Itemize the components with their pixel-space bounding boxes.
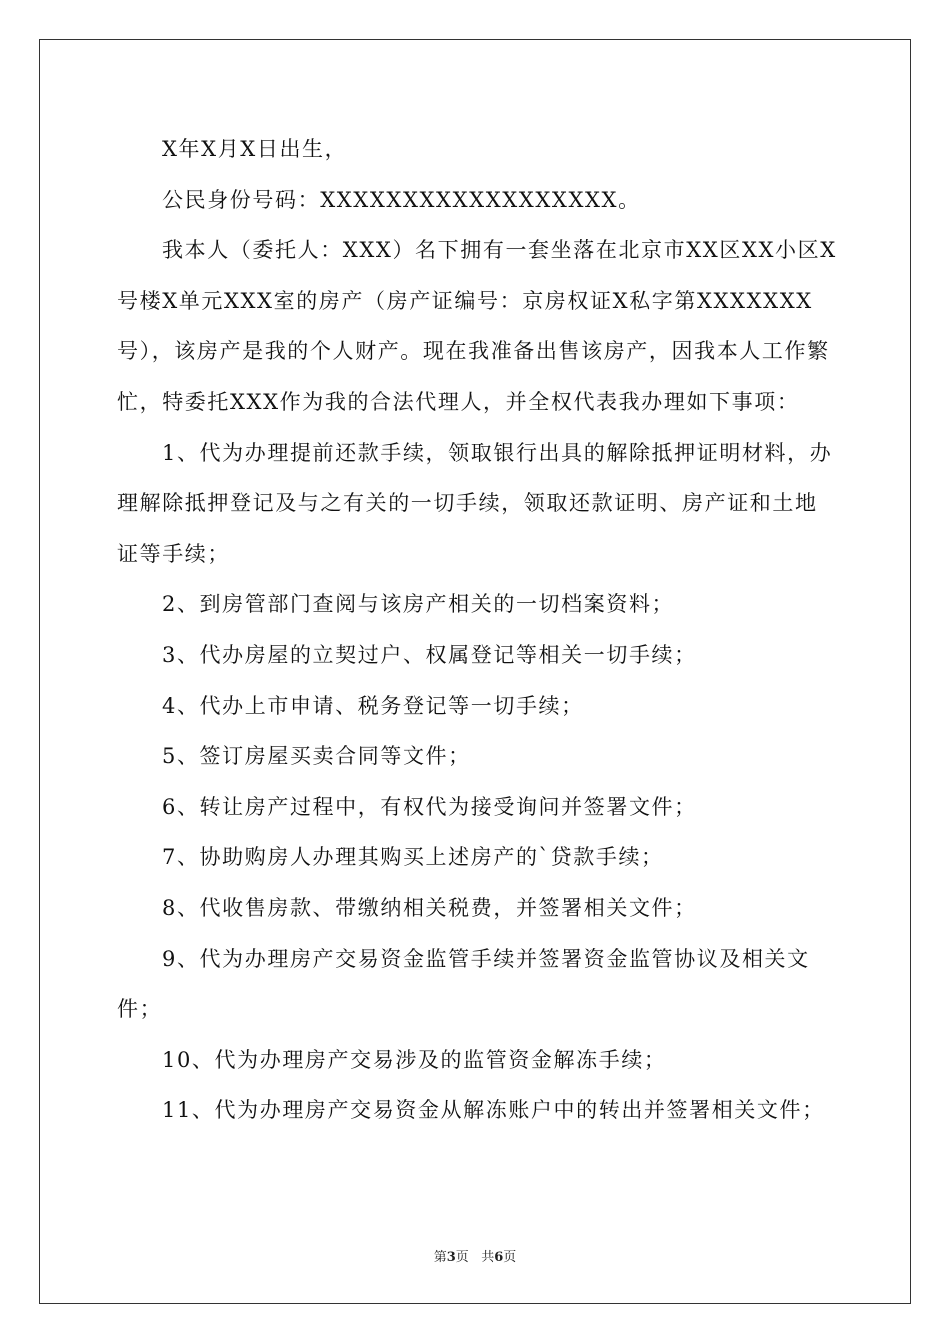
total-label-suffix: 页 [503, 1250, 517, 1265]
list-item: 11、代为办理房产交易资金从解冻账户中的转出并签署相关文件； [162, 1098, 825, 1123]
current-page-number: 3 [446, 1250, 456, 1265]
paragraph-birth-date: X年X月X日出生， [162, 137, 348, 161]
paragraph-id-number: 公民身份号码：XXXXXXXXXXXXXXXXXX。 [162, 187, 641, 212]
list-item: 4、代办上市申请、税务登记等一切手续； [162, 693, 584, 718]
list-item: 7、协助购房人办理其购买上述房产的`贷款手续； [162, 845, 664, 870]
total-label-prefix: 共 [481, 1250, 495, 1265]
page-footer [0, 1246, 950, 1265]
page-label-prefix: 第 [433, 1250, 447, 1265]
list-item: 9、代为办理房产交易资金监管手续并签署资金监管协议及相关文件； [117, 946, 810, 1022]
total-page-count: 6 [494, 1250, 504, 1265]
list-item: 3、代办房屋的立契过户、权属登记等相关一切手续； [162, 642, 697, 667]
list-item: 2、到房管部门查阅与该房产相关的一切档案资料； [162, 592, 675, 617]
paragraph-delegation-statement: 我本人（委托人：XXX）名下拥有一套坐落在北京市XX区XX小区X号楼X单元XXX室的房产（房产证编号：京房权证X私字第XXXXXXX号），该房产是我的个人财产。现在我准备出售该房产，因我本人工作繁忙，特委托XXX作为我的合法代理人，并全权代表我办理如下事项： [117, 238, 837, 414]
list-item: 5、签订房屋买卖合同等文件； [162, 744, 471, 769]
list-item: 8、代收售房款、带缴纳相关税费，并签署相关文件； [162, 895, 697, 920]
list-item: 1、代为办理提前还款手续，领取银行出具的解除抵押证明材料，办理解除抵押登记及与之有关的一切手续，领取还款证明、房产证和土地证等手续； [117, 440, 833, 566]
document-body [117, 124, 839, 1136]
page-label-suffix: 页 [455, 1250, 469, 1265]
list-item: 6、转让房产过程中，有权代为接受询问并签署文件； [162, 794, 697, 819]
list-item: 10、代为办理房产交易涉及的监管资金解冻手续； [162, 1047, 667, 1072]
